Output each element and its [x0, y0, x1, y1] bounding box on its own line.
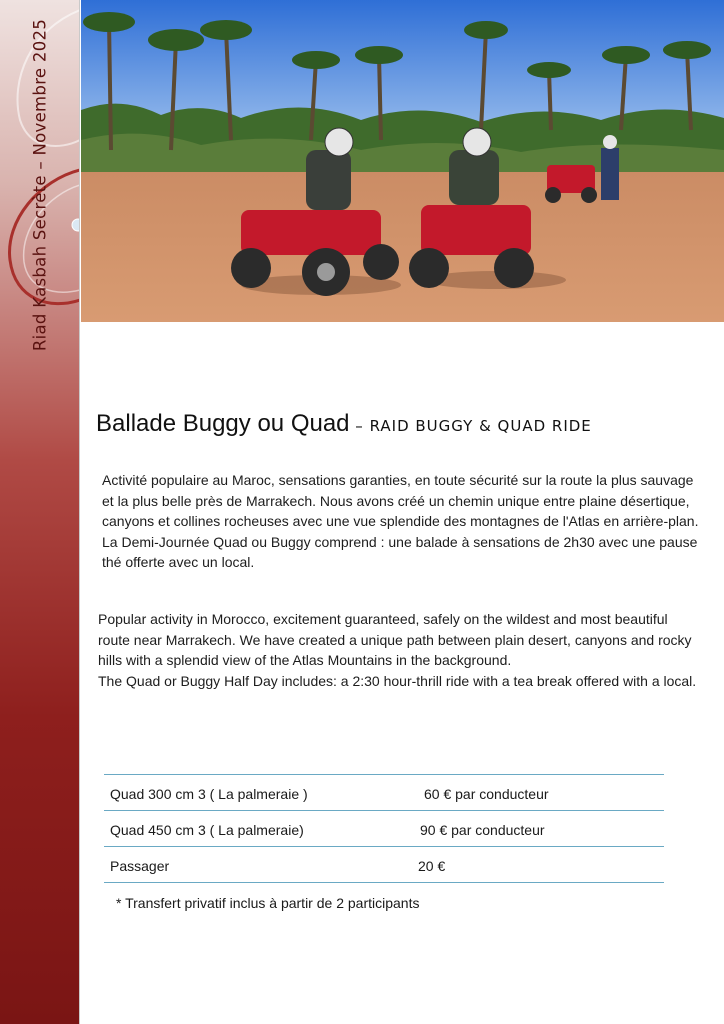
price-row-quad-300 [104, 774, 664, 810]
title-sub: – RAID BUGGY & QUAD RIDE [349, 417, 592, 435]
title-main: Ballade Buggy ou Quad [96, 410, 350, 437]
price-value: 60 € par conducteur [424, 786, 549, 802]
sidebar-divider [79, 0, 80, 1024]
sidebar-label: Riad Kasbah Secrète – Novembre 2025 [30, 18, 50, 352]
price-table [104, 774, 664, 883]
english-paragraph-2: The Quad or Buggy Half Day includes: a 2:30 hour-thrill ride with a tea break offered with a local. [98, 672, 697, 689]
price-value: 20 € [418, 858, 446, 874]
quad-ride-photo-icon [81, 0, 724, 322]
english-paragraph-1: Popular activity in Morocco, excitement guaranteed, safely on the wildest and most beautiful route near Marrakech. We have created a unique path between plain desert, canyons and rocky hills with a splendid view of the Atlas Mountains in the background. [98, 611, 692, 668]
english-description [98, 609, 698, 691]
hero-photo [81, 0, 724, 322]
price-label: Quad 450 cm 3 ( La palmeraie) [110, 822, 304, 838]
price-row-passager [104, 846, 664, 883]
page-title [96, 410, 706, 438]
sidebar-band [0, 0, 80, 1024]
price-row-quad-450 [104, 810, 664, 846]
price-label: Passager [110, 858, 170, 874]
price-label: Quad 300 cm 3 ( La palmeraie ) [110, 786, 308, 802]
french-paragraph-1: Activité populaire au Maroc, sensations garanties, en toute sécurité sur la route la plus sauvage et la plus belle près de Marrakech. Nous avons créé un chemin unique entre plaine désertique, canyons et collines rocheuses avec une vue splendide des montagnes de l'Atlas en arrière-plan. [102, 472, 699, 529]
french-paragraph-2: La Demi-Journée Quad ou Buggy comprend : une balade à sensations de 2h30 avec une pause thé offerte avec un local. [102, 533, 698, 570]
french-description [102, 470, 702, 573]
transfer-note: * Transfert privatif inclus à partir de 2 participants [116, 895, 420, 911]
price-value: 90 € par conducteur [420, 822, 545, 838]
